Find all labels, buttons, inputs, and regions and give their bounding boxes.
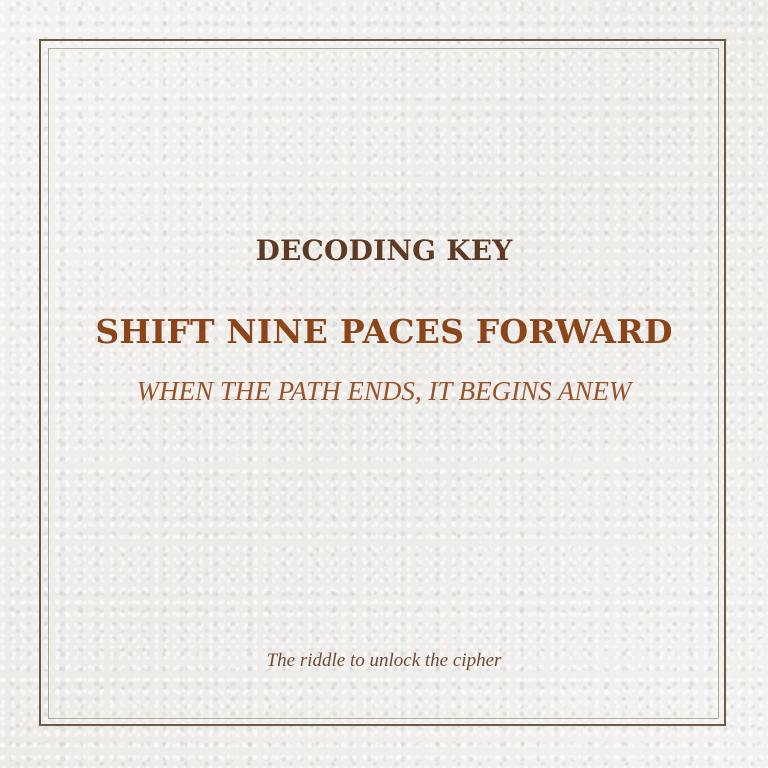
cipher-key-phrase: SHIFT NINE PACES FORWARD [95, 312, 673, 351]
card-caption: The riddle to unlock the cipher [266, 650, 502, 671]
cipher-hint: WHEN THE PATH ENDS, IT BEGINS ANEW [136, 376, 632, 406]
card-heading: DECODING KEY [255, 234, 513, 267]
